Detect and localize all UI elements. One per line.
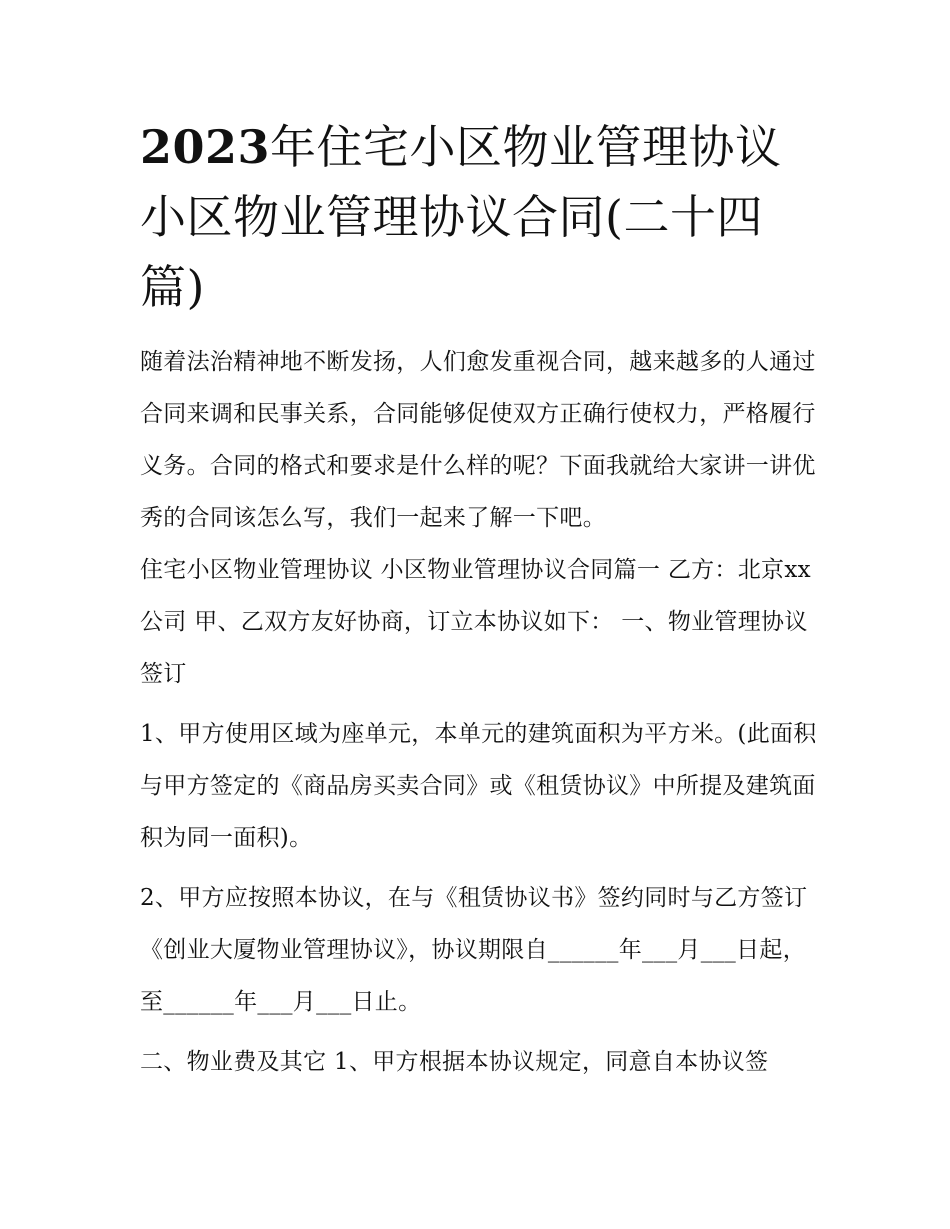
document-content [140, 112, 820, 1088]
intro-paragraph: 随着法治精神地不断发扬，人们愈发重视合同，越来越多的人通过合同来调和民事关系，合同能够促使双方正确行使权力，严格履行义务。合同的格式和要求是什么样的呢？下面我就给大家讲一讲优秀的合同该怎么写，我们一起来了解一下吧。 [140, 349, 816, 531]
spacer [140, 864, 820, 872]
section-2-paragraph: 二、物业费及其它 1、甲方根据本协议规定，同意自本协议签 [140, 1049, 769, 1075]
title-text: 年住宅小区物业管理协议 小区物业管理协议合同(二十四篇) [140, 120, 782, 314]
title-year: 2023 [140, 120, 271, 174]
document-title [140, 112, 820, 322]
spacer [140, 700, 820, 708]
spacer [140, 1028, 820, 1036]
clause-2-paragraph: 2、甲方应按照本协议，在与《租赁协议书》签约同时与乙方签订《创业大厦物业管理协议》，协议期限自______年___月___日起，至______年___月___日止。 [140, 885, 808, 1015]
clause-1-paragraph: 1、甲方使用区域为座单元，本单元的建筑面积为平方米。(此面积与甲方签定的《商品房买卖合同》或《租赁协议》中所提及建筑面积为同一面积)。 [140, 721, 817, 851]
agreement-heading-paragraph: 住宅小区物业管理协议 小区物业管理协议合同篇一 乙方：北京xx公司 甲、乙双方友好协商，订立本协议如下： 一、物业管理协议签订 [140, 557, 811, 687]
